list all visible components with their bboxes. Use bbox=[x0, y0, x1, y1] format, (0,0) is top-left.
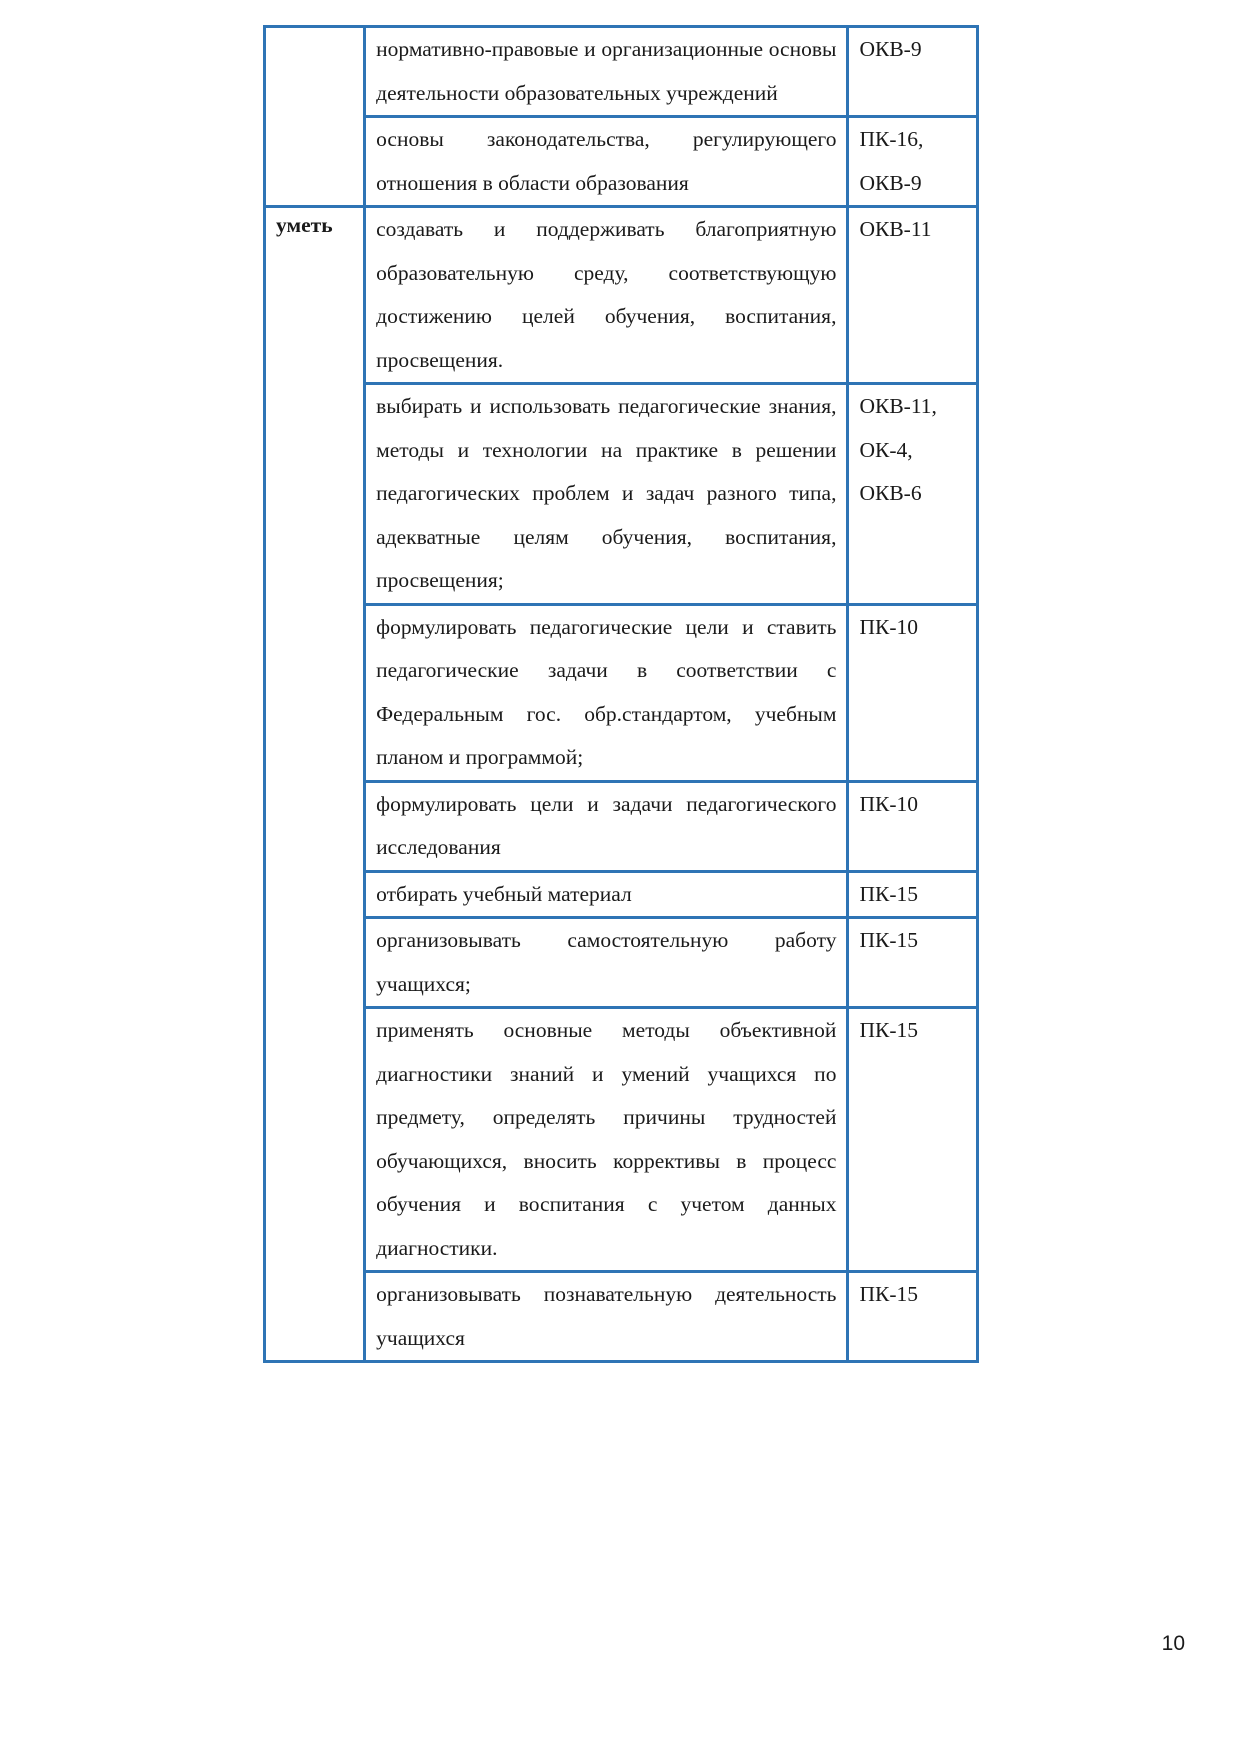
table-row bbox=[265, 27, 978, 117]
competency-code-cell bbox=[848, 117, 978, 207]
competency-code: ПК-15 bbox=[859, 881, 918, 906]
competency-code: ОКВ-9 bbox=[859, 37, 922, 61]
competency-code: ОК-4, bbox=[859, 437, 913, 462]
competency-code-cell bbox=[848, 207, 978, 384]
category-cell bbox=[265, 27, 365, 207]
description-cell: организовывать самостоятельную работу учащихся; bbox=[365, 918, 848, 1008]
competency-code: ПК-15 bbox=[859, 928, 918, 952]
competency-code: ПК-10 bbox=[859, 614, 918, 639]
table-row bbox=[265, 384, 978, 605]
description-cell: формулировать цели и задачи педагогического исследования bbox=[365, 781, 848, 871]
competency-code-cell bbox=[848, 1272, 978, 1362]
competency-code-cell bbox=[848, 871, 978, 918]
competency-code-cell bbox=[848, 604, 978, 781]
competency-code: ПК-15 bbox=[859, 1018, 918, 1042]
table-row bbox=[265, 604, 978, 781]
table-row bbox=[265, 117, 978, 207]
description-cell: организовывать познавательную деятельность учащихся bbox=[365, 1272, 848, 1362]
competency-code: ОКВ-11 bbox=[859, 217, 932, 241]
competency-code-cell bbox=[848, 781, 978, 871]
description-cell: отбирать учебный материал bbox=[365, 871, 848, 918]
description-cell: выбирать и использовать педагогические знания, методы и технологии на практике в решении педагогических проблем и задач разного типа, адекватные целям обучения, воспитания, просвещения; bbox=[365, 384, 848, 605]
competency-table-body bbox=[265, 27, 978, 1362]
category-cell: уметь bbox=[265, 207, 365, 1362]
table-row bbox=[265, 918, 978, 1008]
competency-code: ПК-15 bbox=[859, 1282, 918, 1306]
competency-code: ПК-16, bbox=[859, 127, 924, 151]
competency-code: ОКВ-11, bbox=[859, 394, 937, 418]
competency-code-cell bbox=[848, 384, 978, 605]
table-row bbox=[265, 207, 978, 384]
description-cell: формулировать педагогические цели и ставить педагогические задачи в соответствии с Федеральным гос. обр.стандартом, учебным планом и программой; bbox=[365, 604, 848, 781]
competency-code: ПК-10 bbox=[859, 791, 918, 816]
description-cell: нормативно-правовые и организационные основы деятельности образовательных учреждений bbox=[365, 27, 848, 117]
competency-code: ОКВ-6 bbox=[859, 481, 922, 505]
table-row bbox=[265, 1272, 978, 1362]
table-row bbox=[265, 781, 978, 871]
table-row bbox=[265, 871, 978, 918]
table-row bbox=[265, 1008, 978, 1272]
description-cell: основы законодательства, регулирующего отношения в области образования bbox=[365, 117, 848, 207]
competency-table bbox=[263, 25, 979, 1363]
competency-code-cell bbox=[848, 1008, 978, 1272]
competency-code-cell bbox=[848, 918, 978, 1008]
description-cell: применять основные методы объективной диагностики знаний и умений учащихся по предмету, определять причины трудностей обучающихся, вносить коррективы в процесс обучения и воспитания с учетом данных диагностики. bbox=[365, 1008, 848, 1272]
page-number: 10 bbox=[1161, 1632, 1185, 1655]
competency-code-cell bbox=[848, 27, 978, 117]
description-cell: создавать и поддерживать благоприятную образовательную среду, соответствующую достижению целей обучения, воспитания, просвещения. bbox=[365, 207, 848, 384]
competency-code: ОКВ-9 bbox=[859, 170, 922, 195]
